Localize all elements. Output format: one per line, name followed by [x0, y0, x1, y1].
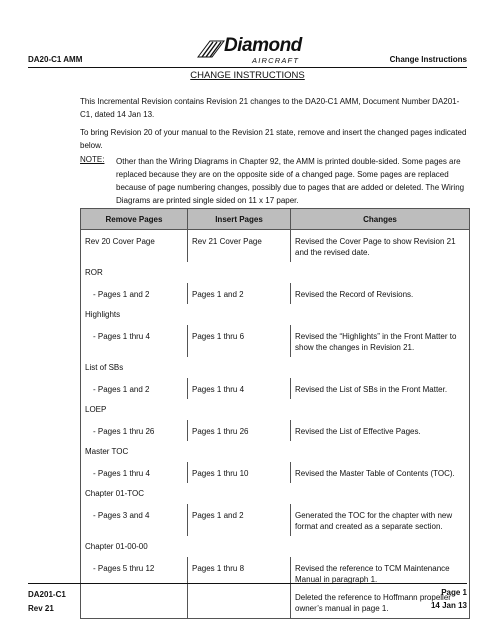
table-section-row: [81, 536, 470, 557]
change-description: Revised the Master Table of Contents (TOC).: [295, 469, 455, 478]
table-row: [81, 230, 470, 263]
table-body: [81, 230, 470, 619]
section-label: Highlights: [81, 304, 470, 325]
changes-cell: [291, 283, 470, 304]
change-description: Revised the Record of Revisions.: [295, 290, 414, 299]
remove-pages-cell: - Pages 1 thru 4: [81, 462, 188, 483]
section-label: Master TOC: [81, 441, 470, 462]
header-rule: [28, 67, 467, 68]
header-changes: Changes: [291, 209, 470, 230]
section-label: LOEP: [81, 399, 470, 420]
page-title: CHANGE INSTRUCTIONS: [190, 70, 305, 81]
changes-cell: [291, 378, 470, 399]
change-table: [80, 208, 470, 619]
footer-revision: Rev 21: [28, 604, 54, 613]
remove-pages-cell: - Pages 5 thru 12: [81, 557, 188, 619]
footer-page-number: Page 1: [441, 588, 467, 597]
insert-pages-cell: Pages 1 thru 26: [188, 420, 291, 441]
section-label: List of SBs: [81, 357, 470, 378]
section-label: ROR: [81, 262, 470, 283]
table-row: [81, 462, 470, 483]
table-row: [81, 325, 470, 357]
table-row: [81, 378, 470, 399]
changes-cell: [291, 504, 470, 536]
table-row: [81, 557, 470, 619]
remove-pages-cell: - Pages 1 thru 26: [81, 420, 188, 441]
insert-pages-cell: Pages 1 thru 10: [188, 462, 291, 483]
change-description: Revised the “Highlights” in the Front Matter to show the changes in Revision 21.: [295, 332, 457, 352]
change-description: Revised the reference to TCM Maintenance Manual in paragraph 1.: [295, 564, 450, 584]
changes-cell: [291, 325, 470, 357]
insert-pages-cell: Pages 1 thru 8: [188, 557, 291, 619]
insert-pages-cell: Pages 1 and 2: [188, 504, 291, 536]
remove-pages-cell: Rev 20 Cover Page: [81, 230, 188, 263]
section-label: Chapter 01-00-00: [81, 536, 470, 557]
note-label: NOTE:: [80, 155, 105, 164]
logo-wordmark: Diamond: [224, 35, 302, 56]
table-header-row: [81, 209, 470, 230]
insert-pages-cell: Pages 1 and 2: [188, 283, 291, 304]
changes-cell: [291, 230, 470, 263]
table-section-row: [81, 399, 470, 420]
insert-pages-cell: Pages 1 thru 4: [188, 378, 291, 399]
table-section-row: [81, 357, 470, 378]
section-label: Chapter 01-TOC: [81, 483, 470, 504]
table-section-row: [81, 483, 470, 504]
remove-pages-cell: - Pages 1 and 2: [81, 378, 188, 399]
table-row: [81, 420, 470, 441]
diamond-logo: [196, 37, 311, 69]
table-row: [81, 283, 470, 304]
changes-cell: [291, 462, 470, 483]
table-section-row: [81, 441, 470, 462]
change-description: Revised the Cover Page to show Revision 21 and the revised date.: [295, 237, 456, 257]
change-description: Revised the List of SBs in the Front Matter.: [295, 385, 448, 394]
changes-cell: [291, 420, 470, 441]
table-row: [81, 504, 470, 536]
table-section-row: [81, 304, 470, 325]
remove-pages-cell: - Pages 3 and 4: [81, 504, 188, 536]
footer-rule: [28, 583, 467, 584]
header-insert-pages: Insert Pages: [188, 209, 291, 230]
remove-pages-cell: - Pages 1 thru 4: [81, 325, 188, 357]
footer-doc-number: DA201-C1: [28, 590, 66, 599]
change-description: Deleted the reference to Hoffmann propeller owner’s manual in page 1.: [295, 593, 451, 613]
table-section-row: [81, 262, 470, 283]
instruction-paragraph: To bring Revision 20 of your manual to the Revision 21 state, remove and insert the changed pages indicated below.: [80, 128, 467, 150]
remove-pages-cell: - Pages 1 and 2: [81, 283, 188, 304]
footer-date: 14 Jan 13: [430, 601, 467, 610]
diamond-wing-icon: [196, 39, 226, 59]
insert-pages-cell: Pages 1 thru 6: [188, 325, 291, 357]
note-text: Other than the Wiring Diagrams in Chapter 92, the AMM is printed double-sided. Some pages are replaced because they are on the opposite side of a changed page. Some pages are replaced because of page numbering changes, possibly due to pages that are added or deleted. The Wiring Diagrams are printed single sided on 11 x 17 paper.: [116, 157, 465, 205]
logo-subtitle: AIRCRAFT: [252, 56, 300, 65]
header-left: DA20-C1 AMM: [28, 55, 83, 64]
header-remove-pages: Remove Pages: [81, 209, 188, 230]
change-description: Generated the TOC for the chapter with new format and created as a separate section.: [295, 511, 453, 531]
intro-paragraph: This Incremental Revision contains Revision 21 changes to the DA20-C1 AMM, Document Number DA201-C1, dated 14 Jan 13.: [80, 97, 460, 119]
change-description: Revised the List of Effective Pages.: [295, 427, 421, 436]
header-right: Change Instructions: [389, 55, 467, 64]
insert-pages-cell: Rev 21 Cover Page: [188, 230, 291, 263]
